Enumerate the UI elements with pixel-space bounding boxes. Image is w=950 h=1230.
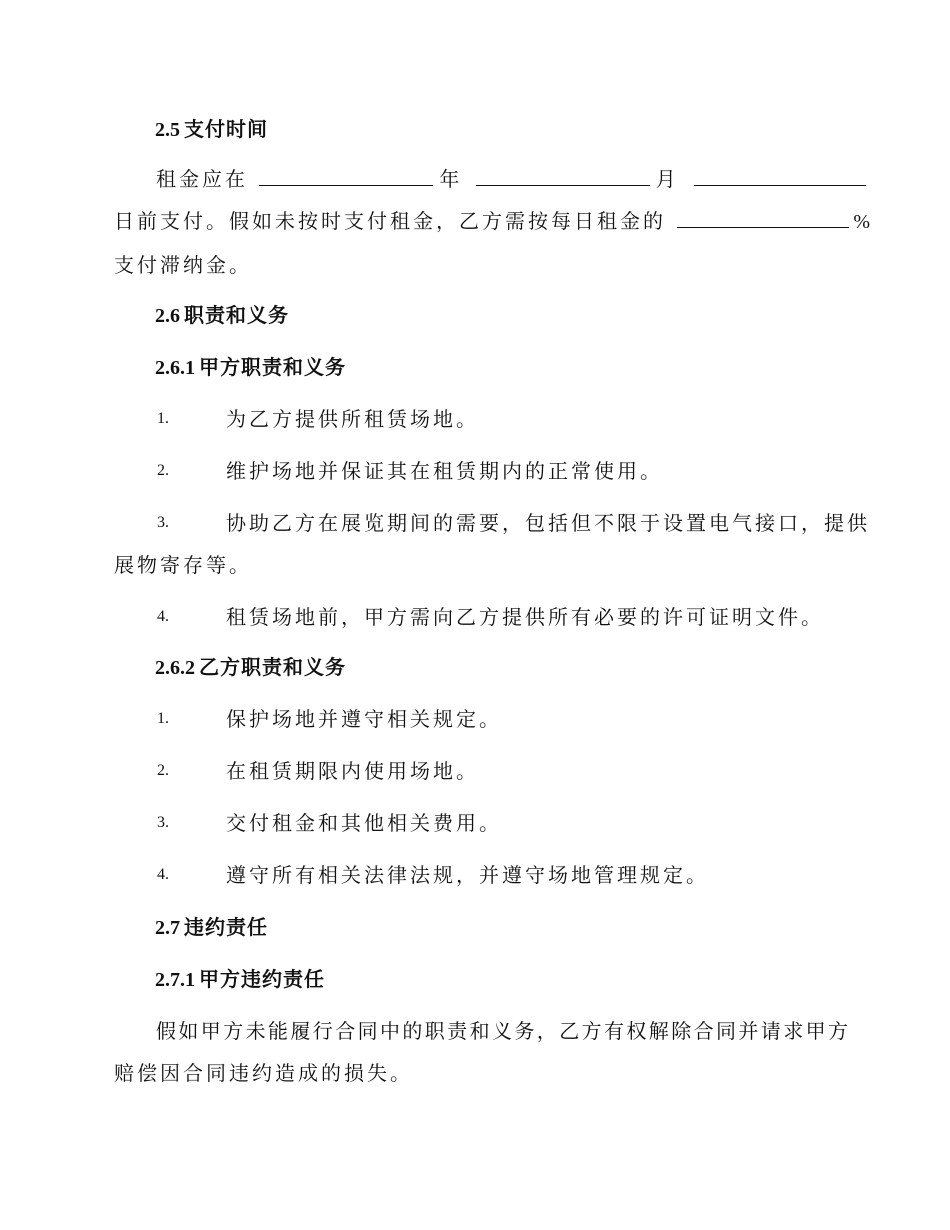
list-item-text: 交付租金和其他相关费用。 [226,811,502,835]
section-heading-2-7: 2.7 违约责任 [155,915,268,939]
section-heading-2-6-2: 2.6.2 乙方职责和义务 [155,655,346,679]
list-item-continuation: 展物寄存等。 [114,553,252,577]
section-heading-2-7-1: 2.7.1 甲方违约责任 [155,967,325,991]
blank-day [694,167,866,186]
blank-year [259,167,433,186]
blank-late-fee-rate [677,209,849,228]
list-number: 4. [157,866,169,883]
list-number: 3. [157,514,169,531]
list-number: 1. [157,710,169,727]
section-heading-2-5: 2.5 支付时间 [155,117,268,141]
section-heading-2-6: 2.6 职责和义务 [155,303,289,327]
list-item-text: 维护场地并保证其在租赁期内的正常使用。 [226,459,663,483]
list-item-text: 协助乙方在展览期间的需要，包括但不限于设置电气接口，提供 [226,511,870,535]
payment-line-3: 支付滞纳金。 [114,253,252,277]
blank-month [476,167,650,186]
list-item-text: 在租赁期限内使用场地。 [226,759,479,783]
list-number: 4. [157,608,169,625]
payment-line-1: 租金应在 年 月 [156,166,866,192]
list-item-text: 为乙方提供所租赁场地。 [226,407,479,431]
list-number: 3. [157,814,169,831]
breach-paragraph-line-1: 假如甲方未能履行合同中的职责和义务，乙方有权解除合同并请求甲方 [156,1019,851,1043]
list-number: 1. [157,410,169,427]
list-item-text: 遵守所有相关法律法规，并遵守场地管理规定。 [226,863,709,887]
section-heading-2-6-1: 2.6.1 甲方职责和义务 [155,355,346,379]
list-item-text: 租赁场地前，甲方需向乙方提供所有必要的许可证明文件。 [226,605,824,629]
list-number: 2. [157,462,169,479]
list-item-text: 保护场地并遵守相关规定。 [226,707,502,731]
breach-paragraph-line-2: 赔偿因合同违约造成的损失。 [114,1061,413,1085]
list-number: 2. [157,762,169,779]
payment-line-2: 日前支付。假如未按时支付租金，乙方需按每日租金的 % [114,209,871,233]
